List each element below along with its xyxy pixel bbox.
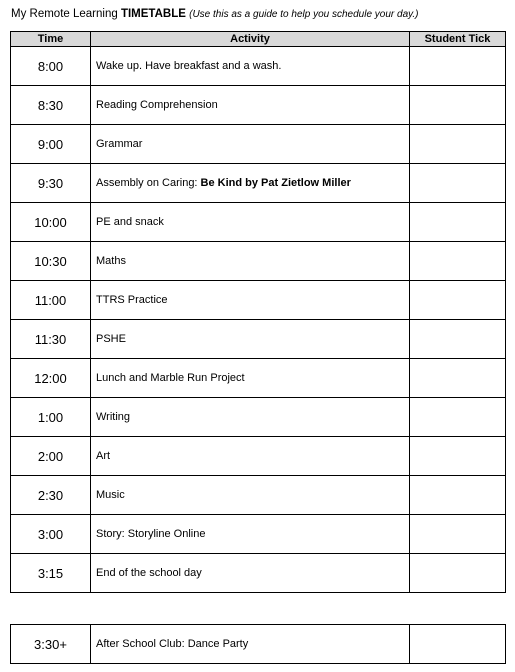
activity-cell: [91, 398, 410, 437]
activity-text: Story: Storyline Online: [96, 528, 206, 540]
tick-cell[interactable]: [410, 86, 506, 125]
activity-cell: After School Club: Dance Party: [91, 625, 410, 664]
time-cell: 3:30+: [11, 625, 91, 664]
table-row: [11, 476, 506, 515]
activity-text: Maths: [96, 255, 126, 267]
time-cell: 2:00: [11, 437, 91, 476]
table-row: [11, 359, 506, 398]
table-row: [11, 554, 506, 593]
activity-text: Assembly on Caring:: [96, 177, 201, 189]
title-prefix: My Remote Learning: [11, 8, 121, 20]
activity-cell: [91, 359, 410, 398]
table-row: [11, 515, 506, 554]
table-row: [11, 203, 506, 242]
tick-header: Student Tick: [410, 32, 506, 47]
activity-cell: [91, 281, 410, 320]
activity-cell: [91, 554, 410, 593]
time-cell: 8:30: [11, 86, 91, 125]
table-row: [11, 437, 506, 476]
time-cell: 3:00: [11, 515, 91, 554]
activity-text: PE and snack: [96, 216, 164, 228]
activity-text: Grammar: [96, 138, 143, 150]
activity-text: Lunch and Marble Run Project: [96, 372, 245, 384]
timetable: [10, 31, 506, 593]
activity-cell: [91, 476, 410, 515]
time-cell: 3:15: [11, 554, 91, 593]
activity-text: Music: [96, 489, 125, 501]
table-row: [11, 398, 506, 437]
time-cell: 12:00: [11, 359, 91, 398]
time-cell: 10:30: [11, 242, 91, 281]
activity-cell: [91, 320, 410, 359]
activity-cell: [91, 203, 410, 242]
activity-cell: [91, 242, 410, 281]
time-cell: 2:30: [11, 476, 91, 515]
table-row: [11, 164, 506, 203]
activity-cell: [91, 125, 410, 164]
activity-header: Activity: [91, 32, 410, 47]
activity-bold-text: Be Kind by Pat Zietlow Miller: [200, 177, 351, 189]
activity-text: Art: [96, 450, 111, 462]
table-row: [11, 242, 506, 281]
activity-cell: [91, 164, 410, 203]
time-cell: 8:00: [11, 47, 91, 86]
activity-cell: [91, 515, 410, 554]
time-header: Time: [11, 32, 91, 47]
tick-cell[interactable]: [410, 625, 506, 664]
tick-cell[interactable]: [410, 476, 506, 515]
activity-text: Wake up. Have breakfast and a wash.: [96, 60, 282, 72]
tick-cell[interactable]: [410, 125, 506, 164]
time-cell: 11:00: [11, 281, 91, 320]
page-title: [11, 8, 419, 20]
time-cell: 9:30: [11, 164, 91, 203]
activity-cell: [91, 437, 410, 476]
tick-cell[interactable]: [410, 320, 506, 359]
time-cell: 10:00: [11, 203, 91, 242]
time-cell: 1:00: [11, 398, 91, 437]
activity-text: Reading Comprehension: [96, 99, 218, 111]
title-note: (Use this as a guide to help you schedule your day.): [189, 9, 419, 20]
tick-cell[interactable]: [410, 203, 506, 242]
activity-text: TTRS Practice: [96, 294, 168, 306]
table-row: [11, 47, 506, 86]
tick-cell[interactable]: [410, 47, 506, 86]
table-row: [11, 281, 506, 320]
activity-cell: [91, 86, 410, 125]
tick-cell[interactable]: [410, 281, 506, 320]
time-cell: 11:30: [11, 320, 91, 359]
time-cell: 9:00: [11, 125, 91, 164]
tick-cell[interactable]: [410, 515, 506, 554]
tick-cell[interactable]: [410, 398, 506, 437]
activity-text: Writing: [96, 411, 131, 423]
table-row: [11, 320, 506, 359]
tick-cell[interactable]: [410, 359, 506, 398]
activity-text: PSHE: [96, 333, 126, 345]
title-strong: TIMETABLE: [120, 8, 186, 20]
tick-cell[interactable]: [410, 437, 506, 476]
tick-cell[interactable]: [410, 164, 506, 203]
after-school-table: [10, 624, 506, 664]
header-row: [11, 32, 506, 47]
tick-cell[interactable]: [410, 242, 506, 281]
tick-cell[interactable]: [410, 554, 506, 593]
activity-text: End of the school day: [96, 567, 202, 579]
table-row: [11, 625, 506, 664]
table-row: [11, 125, 506, 164]
table-row: [11, 86, 506, 125]
activity-cell: [91, 47, 410, 86]
